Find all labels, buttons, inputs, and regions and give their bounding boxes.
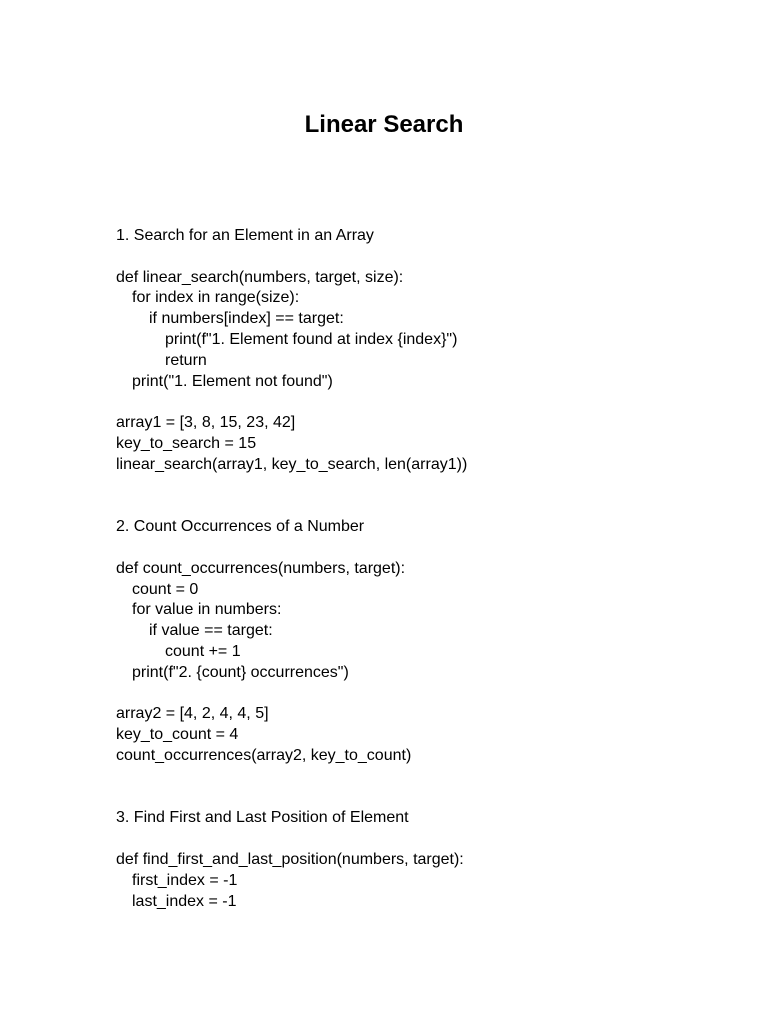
- page-title: Linear Search: [304, 111, 464, 138]
- section-spacer: [116, 476, 736, 518]
- code-line: for index in range(size):: [132, 289, 300, 307]
- spacer: [116, 684, 736, 705]
- code-line: def count_occurrences(numbers, target):: [116, 559, 406, 577]
- code-line: print("1. Element not found"): [132, 372, 333, 390]
- code-line: print(f"2. {count} occurrences"): [132, 663, 349, 681]
- code-line: count_occurrences(array2, key_to_count): [116, 746, 412, 764]
- spacer: [116, 392, 736, 413]
- section-heading: 3. Find First and Last Position of Element: [116, 809, 409, 827]
- code-line: first_index = -1: [132, 871, 238, 889]
- code-line: count += 1: [165, 642, 241, 660]
- code-line: key_to_search = 15: [116, 434, 257, 452]
- spacer: [116, 538, 736, 559]
- code-line: def find_first_and_last_position(numbers, target):: [116, 850, 464, 868]
- code-line: count = 0: [132, 580, 199, 598]
- code-line: linear_search(array1, key_to_search, len(array1)): [116, 455, 468, 473]
- section-spacer: [116, 767, 736, 809]
- code-line: return: [165, 351, 207, 369]
- section-heading: 2. Count Occurrences of a Number: [116, 518, 365, 536]
- code-line: print(f"1. Element found at index {index}"): [165, 330, 458, 348]
- spacer: [116, 829, 736, 850]
- document-body: [116, 226, 736, 912]
- code-line: array2 = [4, 2, 4, 4, 5]: [116, 705, 269, 723]
- code-line: last_index = -1: [132, 892, 237, 910]
- code-line: key_to_count = 4: [116, 726, 239, 744]
- code-line: def linear_search(numbers, target, size):: [116, 268, 404, 286]
- section-heading: 1. Search for an Element in an Array: [116, 227, 374, 244]
- code-line: if value == target:: [149, 622, 273, 640]
- code-line: if numbers[index] == target:: [149, 310, 344, 328]
- code-line: for value in numbers:: [132, 601, 282, 619]
- spacer: [116, 247, 736, 268]
- code-line: array1 = [3, 8, 15, 23, 42]: [116, 414, 296, 432]
